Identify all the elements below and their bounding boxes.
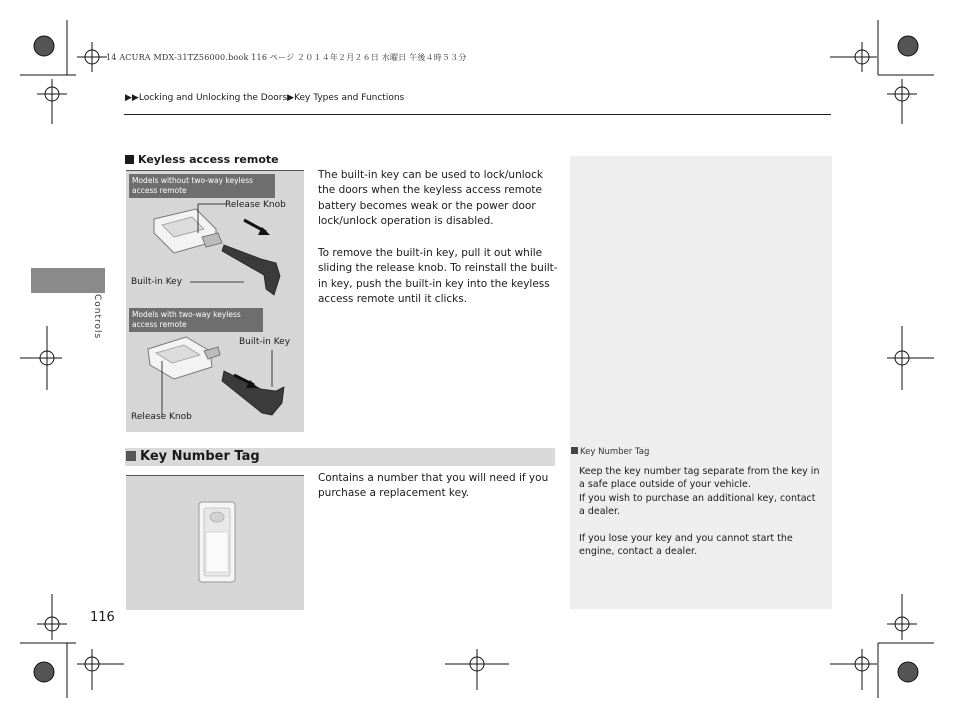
tag-illustration: [126, 476, 304, 610]
print-meta: 14 ACURA MDX-31TZ56000.book 116 ページ ２０１４年２月２６日 水曜日 午後４時５３分: [106, 53, 467, 62]
release-knob-label-2: Release Knob: [131, 412, 192, 422]
built-in-key-label-1: Built-in Key: [131, 277, 183, 287]
key-number-tag-heading-text: Key Number Tag: [140, 449, 260, 464]
page-number: 116: [90, 610, 115, 625]
note-line-3: If you lose your key and you cannot start the engine, contact a dealer.: [579, 533, 793, 558]
note-lines-1: [579, 465, 824, 519]
header-rule: [124, 114, 831, 115]
keyless-remote-figure: [126, 170, 304, 432]
breadcrumb-arrows: ▶▶: [125, 93, 139, 103]
square-bullet-icon: [126, 451, 136, 461]
model-tag-with-two-way: Models with two-way keyless access remote: [129, 308, 263, 332]
built-in-key-label-2: Built-in Key: [239, 337, 291, 347]
keyless-paragraph-1: The built-in key can be used to lock/unlock the doors when the keyless access remote battery becomes weak or the power door lock/unlock operation is disabled.: [318, 169, 543, 228]
remote-illustration-2: [148, 337, 284, 415]
breadcrumb-link-locking[interactable]: Locking and Unlocking the Doors: [138, 93, 288, 103]
release-knob-label-1: Release Knob: [225, 200, 286, 210]
note-heading: [571, 447, 649, 457]
remote-illustration-1: [154, 204, 280, 295]
keyless-paragraph-2: To remove the built-in key, pull it out while sliding the release knob. To reinstall the built-in key, push the built-in key into the keyless access remote until it clicks.: [318, 247, 558, 306]
chapter-tab: [31, 268, 105, 293]
note-line-1: Keep the key number tag separate from the key in a safe place outside of your vehicle.: [579, 466, 820, 491]
square-bullet-icon: [125, 155, 134, 164]
breadcrumb: [125, 93, 404, 103]
model-tag-without-two-way: Models without two-way keyless access remote: [129, 174, 275, 198]
keyless-heading-text: Keyless access remote: [138, 153, 279, 166]
key-number-tag-paragraph: Contains a number that you will need if you purchase a replacement key.: [318, 472, 549, 500]
key-number-tag-heading: [126, 448, 260, 466]
breadcrumb-separator: ▶: [287, 93, 295, 103]
breadcrumb-link-key-types[interactable]: Key Types and Functions: [294, 93, 405, 103]
chapter-label: Controls: [92, 294, 102, 340]
keyless-heading: [125, 153, 279, 166]
note-heading-text: Key Number Tag: [580, 447, 650, 457]
key-illustration: [126, 171, 304, 432]
note-reference-icon: [571, 447, 578, 454]
key-number-tag-figure: [126, 475, 304, 610]
note-line-2: If you wish to purchase an additional key, contact a dealer.: [579, 492, 816, 518]
